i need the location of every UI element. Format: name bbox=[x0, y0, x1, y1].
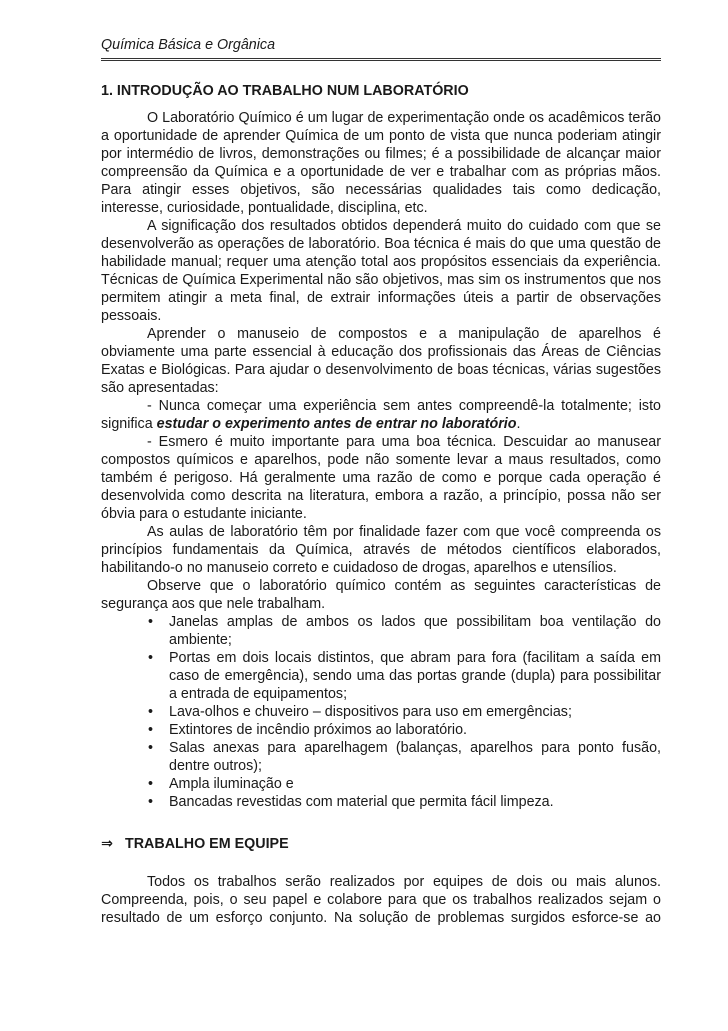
list-item-text: Extintores de incêndio próximos ao laboratório. bbox=[169, 722, 468, 738]
list-item bbox=[101, 793, 661, 811]
list-item-text: Bancadas revestidas com material que permita fácil limpeza. bbox=[169, 794, 554, 810]
list-item-text: Salas anexas para aparelhagem (balanças, aparelhos para ponto fusão, dentre outros); bbox=[169, 740, 661, 774]
bullet-icon: • bbox=[148, 614, 154, 630]
paragraph-safety-intro: Observe que o laboratório químico contém as seguintes características de segurança aos que nele trabalham. bbox=[101, 578, 661, 612]
double-arrow-right-icon: ⇒ bbox=[101, 836, 113, 852]
page-content bbox=[101, 82, 661, 927]
subsection-heading bbox=[101, 835, 661, 853]
list-item-text: Portas em dois locais distintos, que abram para fora (facilitam a saída em caso de emergência), sendo uma das portas grande (dupla) para possibilitar a entrada de equipamentos; bbox=[169, 650, 661, 702]
tip-emphasis: estudar o experimento antes de entrar no laboratório bbox=[156, 416, 517, 432]
list-item bbox=[101, 721, 661, 739]
running-header: Química Básica e Orgânica bbox=[101, 37, 276, 53]
bullet-icon: • bbox=[148, 722, 154, 738]
bullet-icon: • bbox=[148, 776, 154, 792]
list-item-text: Ampla iluminação e bbox=[169, 776, 294, 792]
bullet-icon: • bbox=[148, 650, 154, 666]
list-item bbox=[101, 613, 661, 649]
list-item-text: Lava-olhos e chuveiro – dispositivos para uso em emergências; bbox=[169, 704, 572, 720]
paragraph-significance: A significação dos resultados obtidos dependerá muito do cuidado com que se desenvolverão as operações de laboratório. Boa técnica é mais do que uma questão de habilidade manual; requer uma atenção total aos propósitos essenciais da experiência. Técnicas de Química Experimental não são objetivos, mas sim os instrumentos que nos permitem atingir a meta final, de extrair informações úteis a partir de observações pessoais. bbox=[101, 218, 661, 324]
list-item-text: Janelas amplas de ambos os lados que possibilitam boa ventilação do ambiente; bbox=[169, 614, 661, 648]
subsection-title: TRABALHO EM EQUIPE bbox=[125, 836, 289, 852]
tip-care: - Esmero é muito importante para uma boa técnica. Descuidar ao manusear compostos químicos e aparelhos, pode não somente levar a maus resultados, como também é perigoso. Há geralmente uma razão de como e porque cada operação é desenvolvida como descrita na literatura, embora a razão, a princípio, possa não ser óbvia para o estudante iniciante. bbox=[101, 434, 661, 522]
tip-period: . bbox=[516, 416, 521, 432]
list-item bbox=[101, 703, 661, 721]
tip-text: - Nunca começar uma experiência sem antes compreendê-la totalmente; isto significa bbox=[101, 398, 661, 432]
header-rule bbox=[101, 58, 661, 61]
paragraph-classes: As aulas de laboratório têm por finalidade fazer com que você compreenda os princípios fundamentais da Química, através de métodos científicos elaborados, habilitando-o no manuseio correto e cuidadoso de drogas, aparelhos e utensílios. bbox=[101, 524, 661, 576]
tip-understand-first bbox=[101, 397, 661, 433]
bullet-icon: • bbox=[148, 794, 154, 810]
list-item bbox=[101, 649, 661, 703]
list-item bbox=[101, 775, 661, 793]
paragraph-handling: Aprender o manuseio de compostos e a manipulação de aparelhos é obviamente uma parte essencial à educação dos profissionais das Áreas de Ciências Exatas e Biológicas. Para ajudar o desenvolvimento de boas técnicas, várias sugestões são apresentadas: bbox=[101, 326, 661, 396]
paragraph-intro: O Laboratório Químico é um lugar de experimentação onde os acadêmicos terão a oportunidade de aprender Química de um ponto de vista que nunca poderiam atingir por intermédio de livros, demonstrações ou filmes; é a possibilidade de alcançar maior compreensão da Química e a oportunidade de ver e trabalhar com as próprias mãos. Para atingir esses objetivos, são necessárias qualidades tais como dedicação, interesse, curiosidade, pontualidade, disciplina, etc. bbox=[101, 110, 661, 216]
safety-features-list bbox=[101, 613, 661, 811]
bullet-icon: • bbox=[148, 740, 154, 756]
bullet-icon: • bbox=[148, 704, 154, 720]
paragraph-teamwork: Todos os trabalhos serão realizados por equipes de dois ou mais alunos. Compreenda, pois, o seu papel e colabore para que os trabalhos realizados sejam o resultado de um esforço conjunto. Na solução de problemas surgidos esforce-se ao bbox=[101, 874, 661, 926]
list-item bbox=[101, 739, 661, 775]
section-title: 1. INTRODUÇÃO AO TRABALHO NUM LABORATÓRIO bbox=[101, 83, 469, 99]
